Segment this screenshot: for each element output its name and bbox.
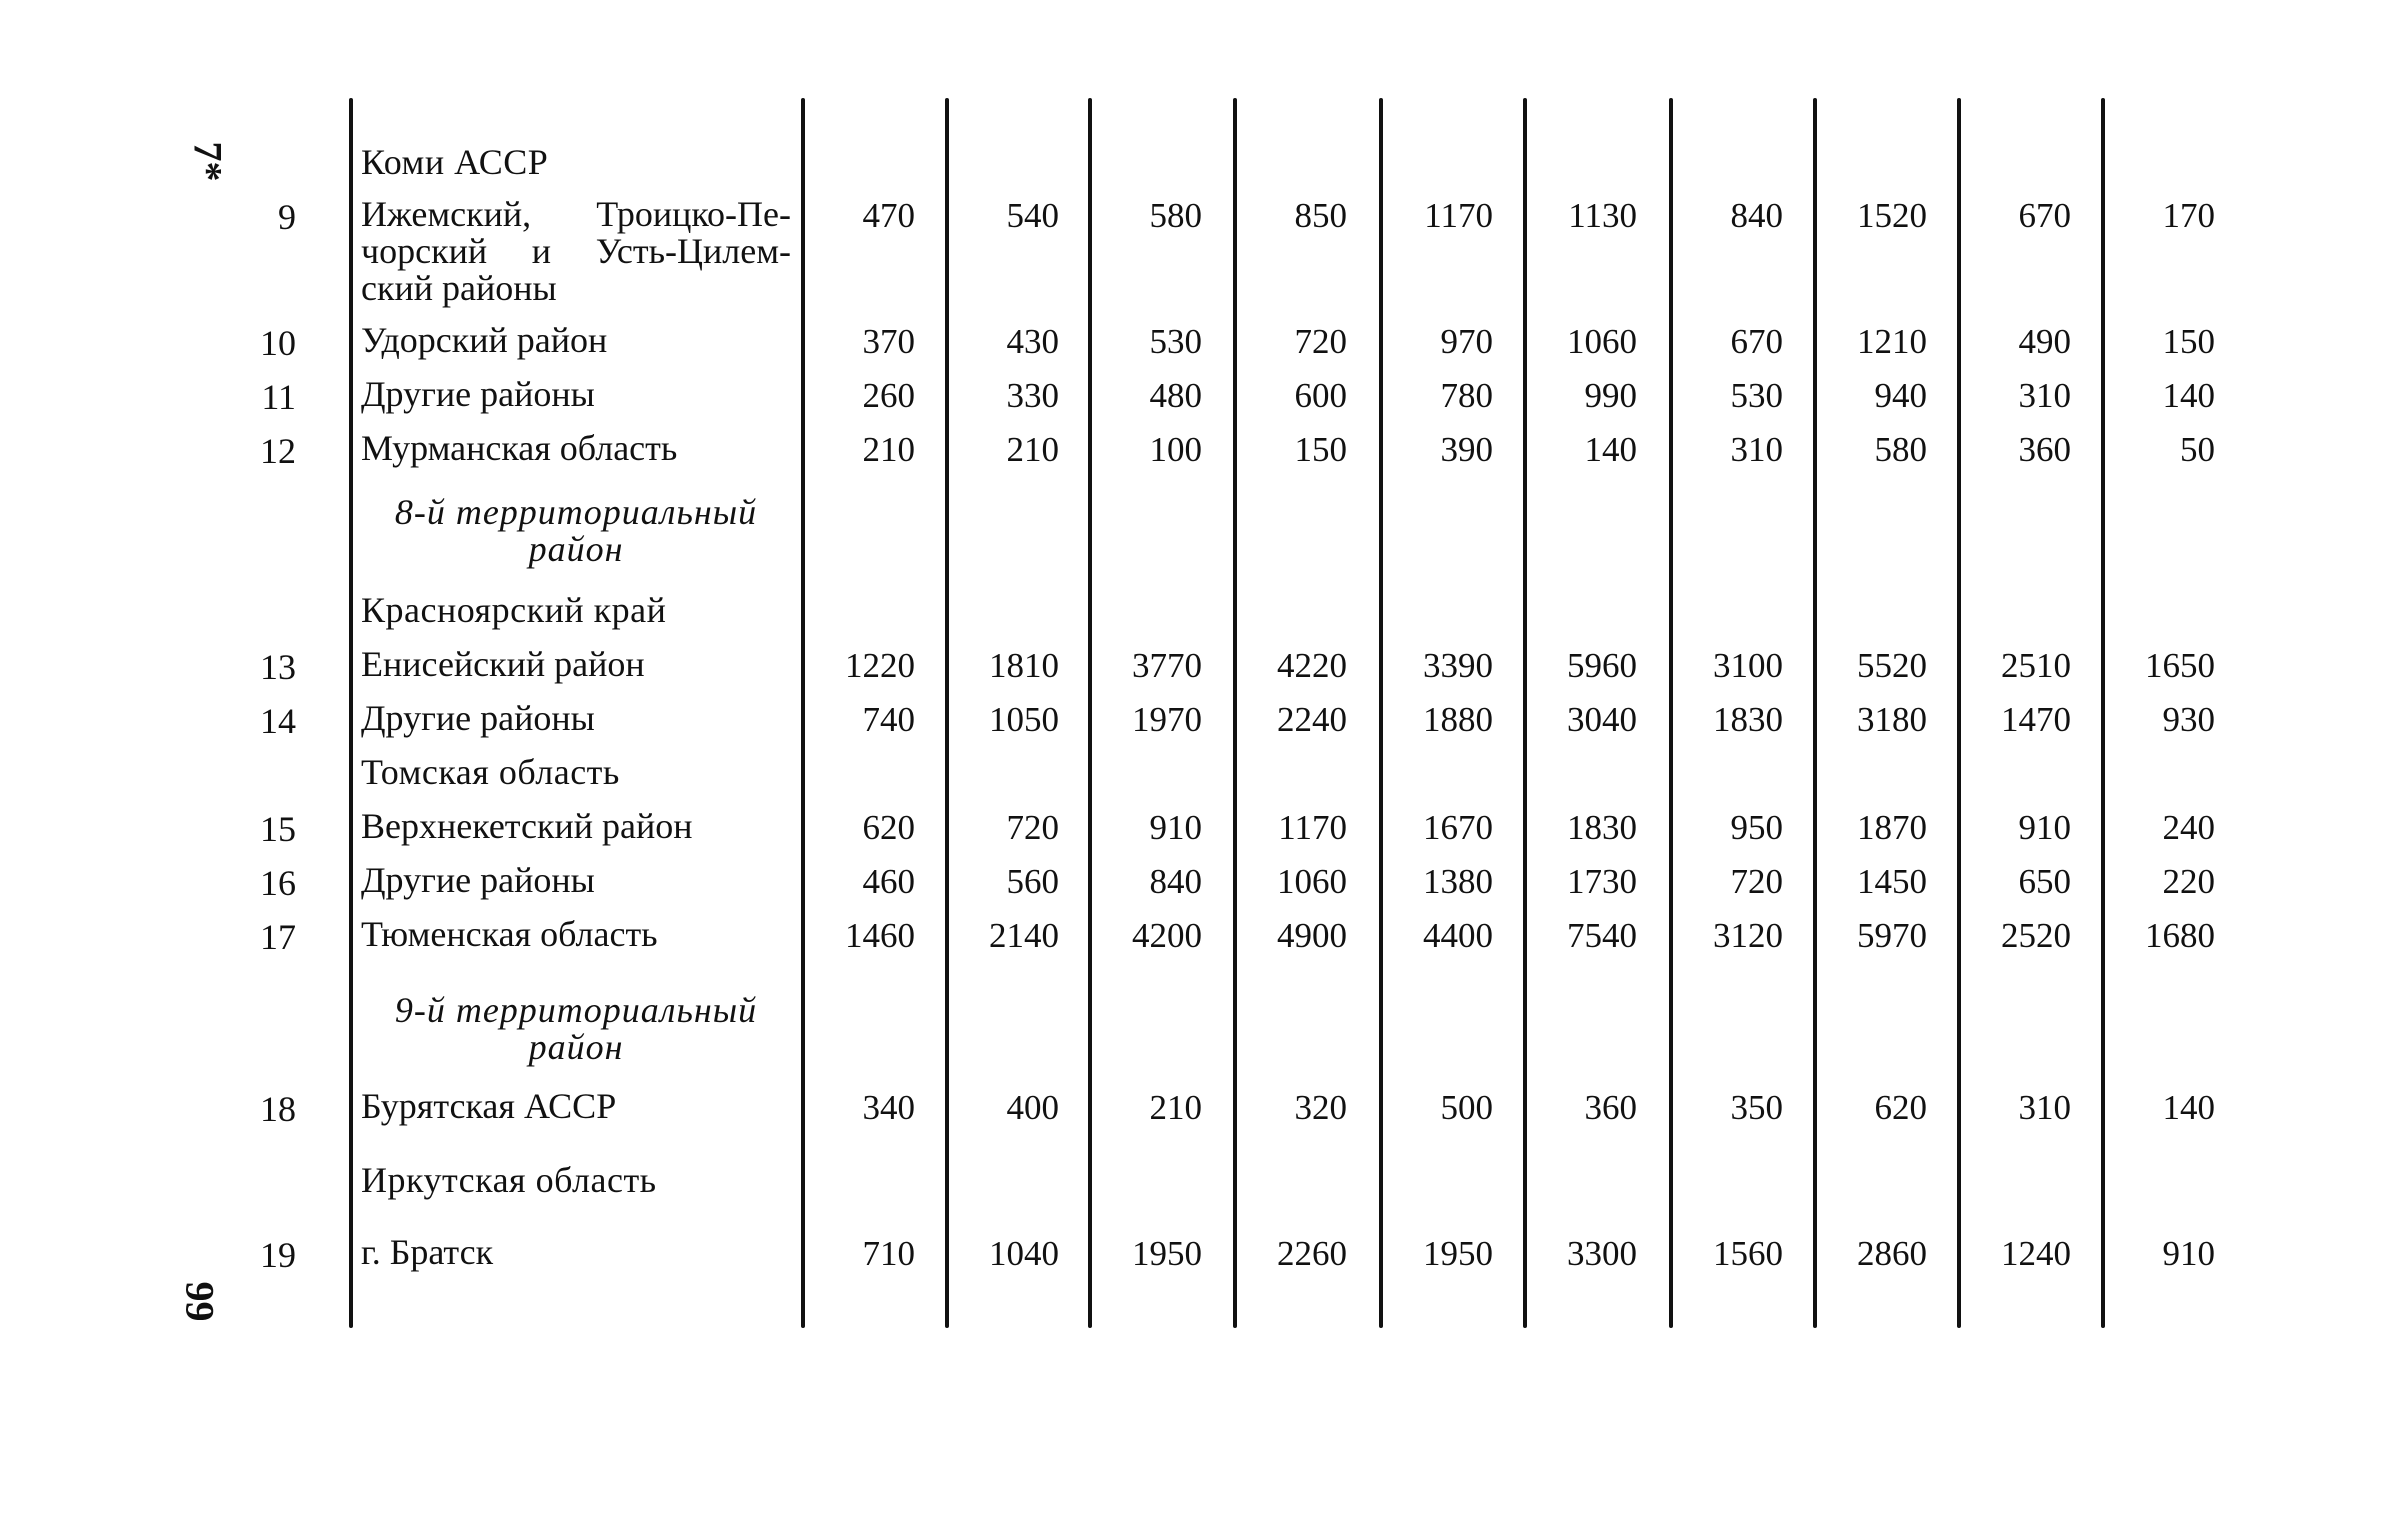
cell-value: 7540 [1567,916,1637,955]
cell-value: 580 [1874,430,1927,469]
row-name: Верхнекетский район [361,806,693,846]
cell-value: 240 [2162,808,2215,847]
cell-value: 3180 [1857,700,1927,739]
cell-value: 3100 [1713,646,1783,685]
cell-value: 1170 [1424,196,1493,235]
row-name-line: ский районы [361,268,557,308]
cell-value: 840 [1730,196,1783,235]
cell-value: 670 [2018,196,2071,235]
cell-value: 390 [1440,430,1493,469]
row-name: Другие районы [361,698,595,738]
cell-value: 490 [2018,322,2071,361]
cell-value: 310 [1730,430,1783,469]
row-name [361,196,791,307]
cell-value: 220 [2162,862,2215,901]
row-name: Енисейский район [361,644,645,684]
cell-value: 1670 [1423,808,1493,847]
cell-value: 1460 [845,916,915,955]
column-rule [349,98,353,1328]
cell-value: 740 [862,700,915,739]
row-name: Удорский район [361,320,608,360]
cell-value: 1870 [1857,808,1927,847]
cell-value: 2240 [1277,700,1347,739]
row-number: 12 [260,431,296,471]
cell-value: 2510 [2001,646,2071,685]
cell-value: 620 [862,808,915,847]
cell-value: 540 [1006,196,1059,235]
row-name: г. Братск [361,1232,494,1272]
cell-value: 4200 [1132,916,1202,955]
region-heading: Коми АССР [361,142,549,182]
section-title-line: 9-й территориальный [394,990,758,1030]
cell-value: 320 [1294,1088,1347,1127]
row-name: Другие районы [361,374,595,414]
cell-value: 3770 [1132,646,1202,685]
cell-value: 150 [2162,322,2215,361]
cell-value: 1240 [2001,1234,2071,1273]
cell-value: 1880 [1423,700,1493,739]
cell-value: 600 [1294,376,1347,415]
cell-value: 210 [862,430,915,469]
cell-value: 1810 [989,646,1059,685]
row-number: 18 [260,1089,296,1129]
cell-value: 560 [1006,862,1059,901]
cell-value: 210 [1149,1088,1202,1127]
column-rule [801,98,805,1328]
cell-value: 780 [1440,376,1493,415]
column-rule [945,98,949,1328]
cell-value: 5960 [1567,646,1637,685]
cell-value: 1450 [1857,862,1927,901]
column-rule [1813,98,1817,1328]
column-rule [1669,98,1673,1328]
cell-value: 1950 [1132,1234,1202,1273]
cell-value: 1380 [1423,862,1493,901]
cell-value: 4900 [1277,916,1347,955]
cell-value: 1830 [1713,700,1783,739]
cell-value: 400 [1006,1088,1059,1127]
cell-value: 340 [862,1088,915,1127]
section-title-line: район [528,1027,624,1067]
cell-value: 370 [862,322,915,361]
cell-value: 950 [1730,808,1783,847]
cell-value: 140 [2162,376,2215,415]
cell-value: 720 [1006,808,1059,847]
cell-value: 460 [862,862,915,901]
cell-value: 5970 [1857,916,1927,955]
region-heading: Иркутская область [361,1160,657,1200]
region-heading: Томская область [361,752,620,792]
row-number: 17 [260,917,296,957]
row-number: 9 [278,197,296,237]
row-number: 19 [260,1235,296,1275]
cell-value: 50 [2180,430,2215,469]
cell-value: 930 [2162,700,2215,739]
row-number: 16 [260,863,296,903]
cell-value: 1040 [989,1234,1059,1273]
cell-value: 1830 [1567,808,1637,847]
cell-value: 1560 [1713,1234,1783,1273]
cell-value: 3300 [1567,1234,1637,1273]
cell-value: 3390 [1423,646,1493,685]
cell-value: 990 [1584,376,1637,415]
cell-value: 3120 [1713,916,1783,955]
cell-value: 350 [1730,1088,1783,1127]
cell-value: 310 [2018,376,2071,415]
cell-value: 1050 [989,700,1059,739]
cell-value: 500 [1440,1088,1493,1127]
cell-value: 170 [2162,196,2215,235]
cell-value: 4220 [1277,646,1347,685]
cell-value: 140 [2162,1088,2215,1127]
cell-value: 2260 [1277,1234,1347,1273]
row-number: 14 [260,701,296,741]
cell-value: 100 [1149,430,1202,469]
column-rule [2101,98,2105,1328]
row-name: Тюменская область [361,914,658,954]
cell-value: 1220 [845,646,915,685]
cell-value: 1650 [2145,646,2215,685]
cell-value: 470 [862,196,915,235]
row-name: Бурятская АССР [361,1086,617,1126]
row-number: 15 [260,809,296,849]
cell-value: 530 [1149,322,1202,361]
cell-value: 840 [1149,862,1202,901]
section-title-line: 8-й территориальный [394,492,758,532]
section-title-line: район [528,529,624,569]
cell-value: 1060 [1277,862,1347,901]
section-title [361,992,791,1066]
cell-value: 330 [1006,376,1059,415]
cell-value: 1060 [1567,322,1637,361]
row-number: 10 [260,323,296,363]
cell-value: 140 [1584,430,1637,469]
cell-value: 650 [2018,862,2071,901]
column-rule [1233,98,1237,1328]
cell-value: 1130 [1568,196,1637,235]
row-name: Другие районы [361,860,595,900]
cell-value: 2140 [989,916,1059,955]
cell-value: 670 [1730,322,1783,361]
row-number: 13 [260,647,296,687]
cell-value: 970 [1440,322,1493,361]
cell-value: 310 [2018,1088,2071,1127]
cell-value: 260 [862,376,915,415]
row-name-line: чорский и Усть-Цилем- [361,231,791,271]
cell-value: 1170 [1278,808,1347,847]
cell-value: 1970 [1132,700,1202,739]
page-number: 99 [177,1281,223,1322]
cell-value: 2860 [1857,1234,1927,1273]
cell-value: 1210 [1857,322,1927,361]
cell-value: 530 [1730,376,1783,415]
cell-value: 5520 [1857,646,1927,685]
section-title [361,494,791,568]
cell-value: 1950 [1423,1234,1493,1273]
cell-value: 850 [1294,196,1347,235]
column-rule [1957,98,1961,1328]
row-number: 11 [261,377,296,417]
cell-value: 430 [1006,322,1059,361]
row-name: Мурманская область [361,428,678,468]
cell-value: 2520 [2001,916,2071,955]
cell-value: 720 [1730,862,1783,901]
cell-value: 1680 [2145,916,2215,955]
cell-value: 910 [2162,1234,2215,1273]
cell-value: 580 [1149,196,1202,235]
cell-value: 4400 [1423,916,1493,955]
cell-value: 360 [2018,430,2071,469]
cell-value: 910 [1149,808,1202,847]
cell-value: 1730 [1567,862,1637,901]
column-rule [1379,98,1383,1328]
cell-value: 940 [1874,376,1927,415]
cell-value: 1470 [2001,700,2071,739]
region-heading: Красноярский край [361,590,667,630]
cell-value: 910 [2018,808,2071,847]
cell-value: 360 [1584,1088,1637,1127]
column-rule [1523,98,1527,1328]
margin-mark: 7* [185,141,231,182]
cell-value: 1520 [1857,196,1927,235]
cell-value: 710 [862,1234,915,1273]
cell-value: 480 [1149,376,1202,415]
cell-value: 620 [1874,1088,1927,1127]
column-rule [1088,98,1092,1328]
cell-value: 3040 [1567,700,1637,739]
cell-value: 210 [1006,430,1059,469]
row-name-line: Ижемский, Троицко-Пе- [361,194,791,234]
cell-value: 720 [1294,322,1347,361]
cell-value: 150 [1294,430,1347,469]
